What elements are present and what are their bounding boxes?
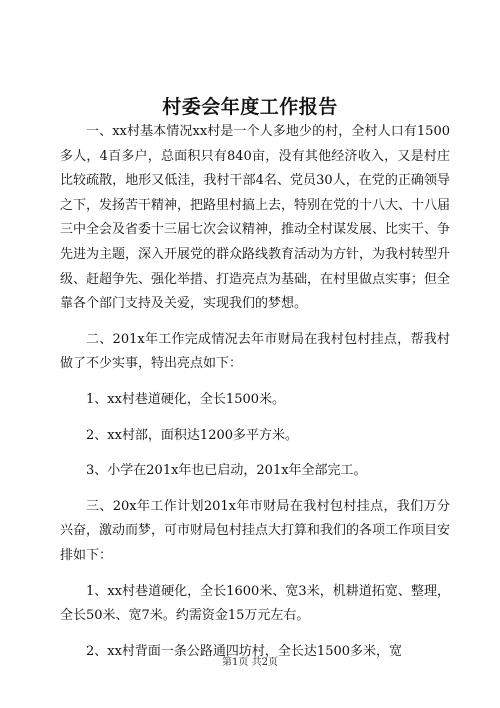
paragraph-item-2: 2、xx村部，面积达1200多平方米。 xyxy=(86,427,299,443)
paragraph-item-1: 1、xx村巷道硬化，全长1500米。 xyxy=(86,391,286,407)
paragraph-plan-item-2: 2、xx村背面一条公路通四坊村，全长达1500多米，宽 xyxy=(86,643,403,659)
page-footer: 第1页 共2页 xyxy=(222,657,278,668)
paragraph-basic-situation: 一、xx村基本情况xx村是一个人多地少的村，全村人口有1500多人，4百多户，总面积只有840亩，没有其他经济收入，又是村庄比较疏散，地形又低洼，我村干部4名、党员30人，在党的正确领导之下，发扬苦干精神，把路里村搞上去，特别在党的十八大、十八届三中全会及省委十三届七次会议精神，推动全村谋发展、比实干、争先进为主题，深入开展党的群众路线教育活动为方针，为我村转型升级、赶超争先、强化举措、打造亮点为基础，在村里做点实事；但全靠各个部门支持及关爱，实现我们的梦想。 xyxy=(60,124,451,312)
document-body xyxy=(60,120,450,664)
paragraph-plan-item-1: 1、xx村巷道硬化，全长1600米、宽3米，机耕道拓宽、整理，全长50米、宽7米。约需资金15万元左右。 xyxy=(60,583,450,624)
paragraph-work-plan: 三、20x年工作计划201x年市财局在我村包村挂点，我们万分兴奋，激动而梦，可市财局包村挂点大打算和我们的各项工作项目安排如下： xyxy=(60,498,451,563)
paragraph-item-3: 3、小学在201x年也已启动，201x年全部完工。 xyxy=(86,463,367,479)
document-title: 村委会年度工作报告 xyxy=(162,96,338,118)
paragraph-work-completed: 二、201x年工作完成情况去年市财局在我村包村挂点，帮我村做了不少实事，特出亮点如下： xyxy=(60,331,450,372)
